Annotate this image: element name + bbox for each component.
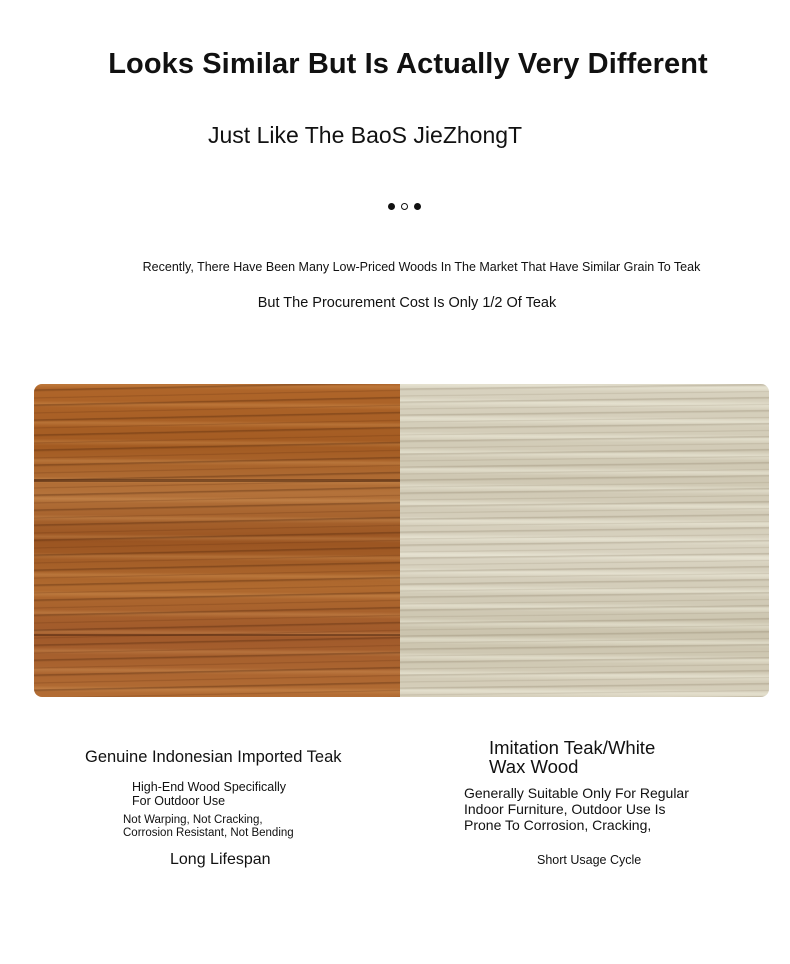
teak-feature-durability bbox=[123, 814, 294, 840]
page-title: Looks Similar But Is Actually Very Different bbox=[108, 48, 708, 80]
dot-outline-icon bbox=[401, 203, 408, 210]
imitation-title bbox=[489, 738, 655, 776]
imitation-title-line: Imitation Teak/White bbox=[489, 737, 656, 758]
imitation-feature-line: Generally Suitable Only For Regular bbox=[464, 785, 689, 801]
teak-feature-use-line: For Outdoor Use bbox=[132, 794, 226, 808]
teak-feature-use bbox=[132, 780, 286, 808]
intro-text-line-2: But The Procurement Cost Is Only 1/2 Of Teak bbox=[257, 295, 557, 311]
teak-feature-durability-line: Corrosion Resistant, Not Bending bbox=[123, 827, 294, 839]
imitation-title-line: Wax Wood bbox=[489, 756, 579, 777]
imitation-summary: Short Usage Cycle bbox=[537, 853, 642, 867]
teak-feature-use-line: High-End Wood Specifically bbox=[132, 780, 287, 794]
imitation-feature-line: Prone To Corrosion, Cracking, bbox=[464, 817, 652, 833]
decorative-dots bbox=[388, 203, 421, 210]
imitation-feature bbox=[464, 785, 689, 833]
teak-summary: Long Lifespan bbox=[170, 851, 271, 868]
teak-wood-sample bbox=[34, 384, 400, 697]
dot-icon bbox=[388, 203, 395, 210]
teak-feature-durability-line: Not Warping, Not Cracking, bbox=[123, 814, 263, 826]
white-wax-wood-sample bbox=[400, 384, 769, 697]
dot-icon bbox=[414, 203, 421, 210]
page-subtitle: Just Like The BaoS JieZhongT bbox=[208, 122, 523, 148]
teak-title: Genuine Indonesian Imported Teak bbox=[85, 748, 342, 766]
imitation-feature-line: Indoor Furniture, Outdoor Use Is bbox=[464, 801, 666, 817]
intro-text-line-1: Recently, There Have Been Many Low-Priced Woods In The Market That Have Similar Grain To Teak bbox=[142, 260, 701, 274]
wood-comparison-image bbox=[34, 384, 769, 697]
